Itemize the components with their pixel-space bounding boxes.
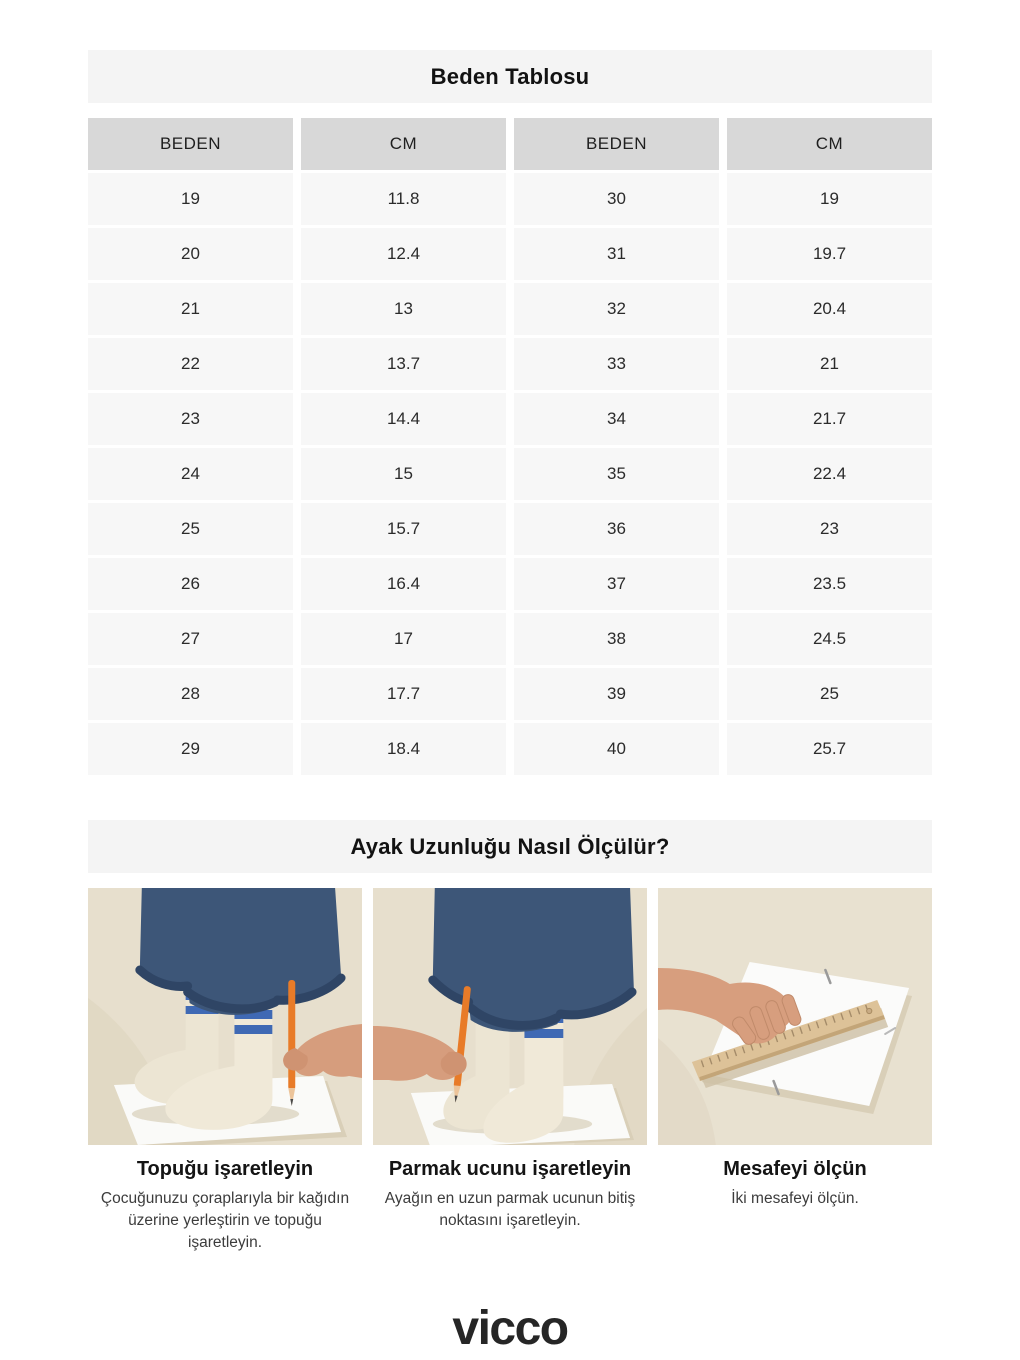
size-table-row: [88, 448, 932, 500]
size-table-cell: 40: [514, 723, 719, 775]
size-table-row: [88, 283, 932, 335]
size-table-header-cell: CM: [301, 118, 506, 170]
size-table-row: [88, 613, 932, 665]
size-table-row: [88, 228, 932, 280]
size-table-cell: 19: [88, 173, 293, 225]
size-table-cell: 25.7: [727, 723, 932, 775]
size-table-cell: 16.4: [301, 558, 506, 610]
size-table-cell: 18.4: [301, 723, 506, 775]
size-table-cell: 20: [88, 228, 293, 280]
size-table-cell: 23.5: [727, 558, 932, 610]
size-table-cell: 36: [514, 503, 719, 555]
measure-steps: [88, 888, 932, 1254]
size-table-cell: 21.7: [727, 393, 932, 445]
measure-distance-photo: [658, 888, 932, 1145]
size-table-row: [88, 393, 932, 445]
size-table-cell: 17: [301, 613, 506, 665]
size-table-cell: 17.7: [301, 668, 506, 720]
size-table-cell: 29: [88, 723, 293, 775]
step-mark-toe: [373, 888, 647, 1254]
size-table-cell: 23: [88, 393, 293, 445]
size-table-cell: 12.4: [301, 228, 506, 280]
size-table-cell: 23: [727, 503, 932, 555]
size-table-cell: 32: [514, 283, 719, 335]
size-table-cell: 20.4: [727, 283, 932, 335]
size-table-row: [88, 338, 932, 390]
size-table-row: [88, 668, 932, 720]
size-table-cell: 39: [514, 668, 719, 720]
size-table-cell: 15.7: [301, 503, 506, 555]
size-table-cell: 24: [88, 448, 293, 500]
measure-section-title: Ayak Uzunluğu Nasıl Ölçülür?: [88, 820, 932, 873]
size-table-header-row: [88, 118, 932, 170]
size-table-cell: 21: [727, 338, 932, 390]
footer: [88, 1304, 932, 1360]
brand-logo: vicco: [452, 1302, 568, 1355]
size-table-cell: 31: [514, 228, 719, 280]
size-table-row: [88, 173, 932, 225]
size-table-cell: 13: [301, 283, 506, 335]
size-table-title: Beden Tablosu: [88, 50, 932, 103]
size-table-cell: 37: [514, 558, 719, 610]
size-table-cell: 26: [88, 558, 293, 610]
step-heading: Topuğu işaretleyin: [136, 1158, 314, 1180]
size-table-cell: 38: [514, 613, 719, 665]
size-table-cell: 33: [514, 338, 719, 390]
mark-toe-photo: [373, 888, 647, 1145]
size-table-cell: 35: [514, 448, 719, 500]
size-table-row: [88, 503, 932, 555]
size-table-cell: 27: [88, 613, 293, 665]
size-table-row: [88, 558, 932, 610]
size-table-cell: 25: [88, 503, 293, 555]
size-table-cell: 28: [88, 668, 293, 720]
step-mark-heel: [88, 888, 362, 1254]
size-table-cell: 30: [514, 173, 719, 225]
size-table-cell: 34: [514, 393, 719, 445]
step-description: İki mesafeyi ölçün.: [731, 1190, 859, 1207]
size-table-row: [88, 723, 932, 775]
size-table-cell: 19: [727, 173, 932, 225]
size-table-cell: 11.8: [301, 173, 506, 225]
size-table-cell: 19.7: [727, 228, 932, 280]
step-description: Ayağın en uzun parmak ucunun bitiş noktasını işaretleyin.: [384, 1190, 636, 1229]
size-table: [88, 118, 932, 775]
step-measure-distance: [658, 888, 932, 1254]
size-table-header-cell: BEDEN: [88, 118, 293, 170]
size-table-cell: 15: [301, 448, 506, 500]
step-heading: Parmak ucunu işaretleyin: [388, 1158, 632, 1180]
size-table-cell: 25: [727, 668, 932, 720]
size-table-header-cell: BEDEN: [514, 118, 719, 170]
size-table-cell: 22.4: [727, 448, 932, 500]
size-table-cell: 21: [88, 283, 293, 335]
mark-heel-photo: [88, 888, 362, 1145]
size-table-cell: 13.7: [301, 338, 506, 390]
size-table-cell: 24.5: [727, 613, 932, 665]
size-table-header-cell: CM: [727, 118, 932, 170]
step-heading: Mesafeyi ölçün: [723, 1158, 867, 1180]
size-table-cell: 14.4: [301, 393, 506, 445]
size-table-cell: 22: [88, 338, 293, 390]
step-description: Çocuğunuzu çoraplarıyla bir kağıdın üzerine yerleştirin ve topuğu işaretleyin.: [100, 1190, 350, 1251]
